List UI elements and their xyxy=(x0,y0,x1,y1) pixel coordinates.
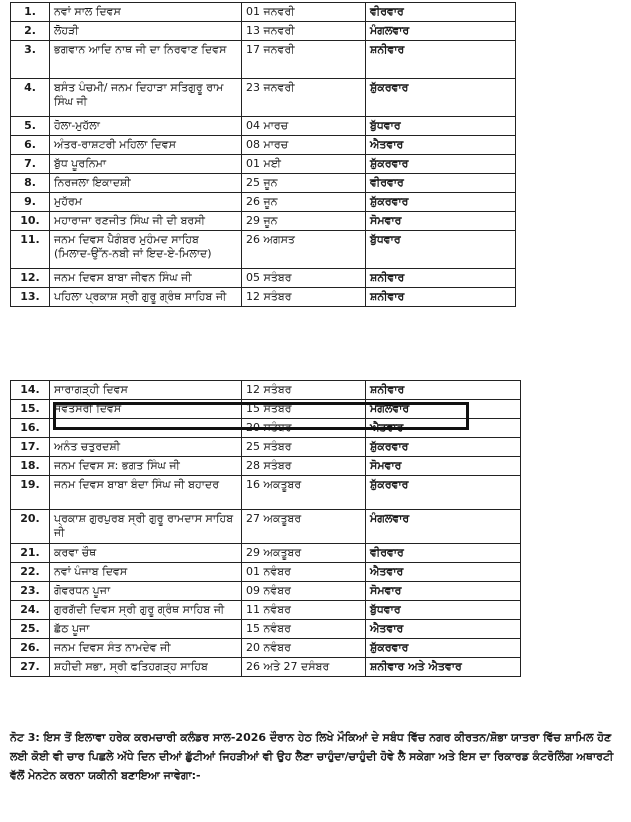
holiday-day: ਮੰਗਲਵਾਰ xyxy=(366,400,521,419)
holiday-day: ਸ਼ੁੱਕਰਵਾਰ xyxy=(366,193,516,212)
holiday-date: 26 ਅਗਸਤ xyxy=(242,231,366,269)
table-row xyxy=(11,544,521,563)
holiday-date: 05 ਸਤੰਬਰ xyxy=(242,269,366,288)
holiday-name: ਮਹਾਰਾਜਾ ਰਣਜੀਤ ਸਿੰਘ ਜੀ ਦੀ ਬਰਸੀ xyxy=(50,212,242,231)
serial-number: 15. xyxy=(11,400,50,419)
serial-number: 3. xyxy=(11,41,50,79)
holiday-day: ਸ਼ੁੱਕਰਵਾਰ xyxy=(366,438,521,457)
holiday-day: ਸ਼ਨੀਵਾਰ xyxy=(366,288,516,307)
table-row xyxy=(11,457,521,476)
holiday-name: ਲੋਹੜੀ xyxy=(50,22,242,41)
holiday-day: ਸੋਮਵਾਰ xyxy=(366,212,516,231)
holiday-name: ਜਨਮ ਦਿਵਸ ਸ: ਭਗਤ ਸਿੰਘ ਜੀ xyxy=(50,457,242,476)
holiday-date: 13 ਜਨਵਰੀ xyxy=(242,22,366,41)
holiday-name: ਸੰਵਤਸਰੀ ਦਿਵਸ xyxy=(50,400,242,419)
holiday-name: ਗੋਵਰਧਨ ਪੂਜਾ xyxy=(50,582,242,601)
holiday-date: 11 ਨਵੰਬਰ xyxy=(242,601,366,620)
holiday-day: ਸ਼ੁੱਕਰਵਾਰ xyxy=(366,155,516,174)
table-row xyxy=(11,563,521,582)
serial-number: 23. xyxy=(11,582,50,601)
holiday-day: ਮੰਗਲਵਾਰ xyxy=(366,510,521,544)
holiday-day: ਸ਼ਨੀਵਾਰ xyxy=(366,41,516,79)
serial-number: 24. xyxy=(11,601,50,620)
serial-number: 8. xyxy=(11,174,50,193)
holiday-name: ਬੁੱਧ ਪੂਰਨਿਮਾ xyxy=(50,155,242,174)
holiday-name: ਕਰਵਾ ਚੌਥ xyxy=(50,544,242,563)
holiday-name: ਛੱਠ ਪੂਜਾ xyxy=(50,620,242,639)
table-row xyxy=(11,620,521,639)
holiday-date: 15 ਸਤੰਬਰ xyxy=(242,400,366,419)
table-row xyxy=(11,419,521,438)
holiday-name: ਗੁਰਗੱਦੀ ਦਿਵਸ ਸ੍ਰੀ ਗੁਰੂ ਗ੍ਰੰਥ ਸਾਹਿਬ ਜੀ xyxy=(50,601,242,620)
holiday-name: ਭਗਵਾਨ ਆਦਿ ਨਾਥ ਜੀ ਦਾ ਨਿਰਵਾਣ ਦਿਵਸ xyxy=(50,41,242,79)
table-row xyxy=(11,476,521,510)
holiday-day: ਸੋਮਵਾਰ xyxy=(366,457,521,476)
holiday-date: 16 ਅਕਤੂਬਰ xyxy=(242,476,366,510)
holiday-date: 28 ਸਤੰਬਰ xyxy=(242,457,366,476)
serial-number: 2. xyxy=(11,22,50,41)
holiday-table-bottom xyxy=(10,380,521,677)
holiday-day: ਵੀਰਵਾਰ xyxy=(366,174,516,193)
holiday-date: 01 ਨਵੰਬਰ xyxy=(242,563,366,582)
table-row xyxy=(11,601,521,620)
serial-number: 6. xyxy=(11,136,50,155)
holiday-date: 23 ਜਨਵਰੀ xyxy=(242,79,366,117)
serial-number: 26. xyxy=(11,639,50,658)
holiday-date: 08 ਮਾਰਚ xyxy=(242,136,366,155)
holiday-date: 26 ਜੂਨ xyxy=(242,193,366,212)
holiday-day: ਸ਼ਨੀਵਾਰ ਅਤੇ ਐਤਵਾਰ xyxy=(366,658,521,677)
table-row xyxy=(11,174,516,193)
holiday-date: 01 ਮਈ xyxy=(242,155,366,174)
table-row xyxy=(11,582,521,601)
table-row xyxy=(11,269,516,288)
table-row xyxy=(11,212,516,231)
holiday-date: 09 ਨਵੰਬਰ xyxy=(242,582,366,601)
table-row xyxy=(11,41,516,79)
holiday-name: ਜਨਮ ਦਿਵਸ ਬਾਬਾ ਬੰਦਾ ਸਿੰਘ ਜੀ ਬਹਾਦਰ xyxy=(50,476,242,510)
table-row xyxy=(11,231,516,269)
holiday-name: ਜਨਮ ਦਿਵਸ ਸੰਤ ਨਾਮਦੇਵ ਜੀ xyxy=(50,639,242,658)
holiday-day: ਵੀਰਵਾਰ xyxy=(366,544,521,563)
holiday-date: 29 ਜੂਨ xyxy=(242,212,366,231)
holiday-day: ਸ਼ੁੱਕਰਵਾਰ xyxy=(366,639,521,658)
holiday-name: ਜਨਮ ਦਿਵਸ ਪੈਗੰਬਰ ਮੁਹੰਮਦ ਸਾਹਿਬ (ਮਿਲਾਦ-ਉੱਨ-ਨਬੀ ਜਾਂ ਇਦ-ਏ-ਮਿਲਾਦ) xyxy=(50,231,242,269)
holiday-name xyxy=(50,419,242,438)
holiday-day: ਐਤਵਾਰ xyxy=(366,563,521,582)
serial-number: 11. xyxy=(11,231,50,269)
table-row xyxy=(11,381,521,400)
serial-number: 10. xyxy=(11,212,50,231)
holiday-date: 25 ਜੂਨ xyxy=(242,174,366,193)
table-row xyxy=(11,117,516,136)
note-text: ਨੋਟ 3: ਇਸ ਤੋਂ ਇਲਾਵਾ ਹਰੇਕ ਕਰਮਚਾਰੀ ਕਲੰਡਰ ਸਾਲ-2026 ਦੌਰਾਨ ਹੇਠ ਲਿਖੇ ਮੌਕਿਆਂ ਦੇ ਸਬੰਧ ਵਿੱਚ ਨਗਰ ਕੀਰਤਨ/ਸ਼ੋਭਾ ਯਾਤਰਾ ਵਿੱਚ ਸ਼ਾਮਿਲ ਹੋਣ ਲਈ ਕੋਈ ਵੀ ਚਾਰ ਪਿਛਲੇ ਅੱਧੇ ਦਿਨ ਦੀਆਂ ਛੁੱਟੀਆਂ ਜਿਹੜੀਆਂ ਵੀ ਉਹ ਲੈਣਾ ਚਾਹੁੰਦਾ/ਚਾਹੁੰਦੀ ਹੋਵੇ ਲੈ ਸਕੇਗਾ ਅਤੇ ਇਸ ਦਾ ਰਿਕਾਰਡ ਕੰਟਰੋਲਿੰਗ ਅਥਾਰਟੀ ਵੱਲੋਂ ਮੇਨਟੇਨ ਕਰਨਾ ਯਕੀਨੀ ਬਣਾਇਆ ਜਾਵੇਗਾ:- xyxy=(10,731,614,782)
holiday-name: ਸਾਰਾਗੜ੍ਹੀ ਦਿਵਸ xyxy=(50,381,242,400)
holiday-day: ਐਤਵਾਰ xyxy=(366,620,521,639)
serial-number: 14. xyxy=(11,381,50,400)
holiday-day: ਮੰਗਲਵਾਰ xyxy=(366,22,516,41)
holiday-date: 17 ਜਨਵਰੀ xyxy=(242,41,366,79)
holiday-date: 01 ਜਨਵਰੀ xyxy=(242,3,366,22)
holiday-day: ਬੁੱਧਵਾਰ xyxy=(366,117,516,136)
serial-number: 12. xyxy=(11,269,50,288)
holiday-day: ਐਤਵਾਰ xyxy=(366,136,516,155)
holiday-table-top xyxy=(10,2,516,307)
holiday-day: ਬੁੱਧਵਾਰ xyxy=(366,601,521,620)
holiday-day: ਬੁੱਧਵਾਰ xyxy=(366,231,516,269)
holiday-day: ਸ਼ੁੱਕਰਵਾਰ xyxy=(366,476,521,510)
serial-number: 22. xyxy=(11,563,50,582)
serial-number: 18. xyxy=(11,457,50,476)
holiday-date: 15 ਨਵੰਬਰ xyxy=(242,620,366,639)
table-row xyxy=(11,400,521,419)
holiday-date: 20 ਸਤੰਬਰ xyxy=(242,419,366,438)
table-row xyxy=(11,193,516,212)
holiday-name: ਮੁਹੱਰਮ xyxy=(50,193,242,212)
holiday-name: ਨਵਾਂ ਪੰਜਾਬ ਦਿਵਸ xyxy=(50,563,242,582)
serial-number: 21. xyxy=(11,544,50,563)
serial-number: 1. xyxy=(11,3,50,22)
holiday-name: ਨਵਾਂ ਸਾਲ ਦਿਵਸ xyxy=(50,3,242,22)
holiday-name: ਹੋਲਾ-ਮੁਹੱਲਾ xyxy=(50,117,242,136)
holiday-name: ਜਨਮ ਦਿਵਸ ਬਾਬਾ ਜੀਵਨ ਸਿੰਘ ਜੀ xyxy=(50,269,242,288)
holiday-date: 29 ਅਕਤੂਬਰ xyxy=(242,544,366,563)
table-row xyxy=(11,136,516,155)
holiday-date: 12 ਸਤੰਬਰ xyxy=(242,288,366,307)
table-row xyxy=(11,438,521,457)
holiday-name: ਪ੍ਰਕਾਸ਼ ਗੁਰਪੁਰਬ ਸ੍ਰੀ ਗੁਰੂ ਰਾਮਦਾਸ ਸਾਹਿਬ ਜੀ xyxy=(50,510,242,544)
holiday-day: ਵੀਰਵਾਰ xyxy=(366,3,516,22)
serial-number: 17. xyxy=(11,438,50,457)
holiday-date: 20 ਨਵੰਬਰ xyxy=(242,639,366,658)
holiday-date: 04 ਮਾਰਚ xyxy=(242,117,366,136)
serial-number: 4. xyxy=(11,79,50,117)
table-row xyxy=(11,79,516,117)
table-row xyxy=(11,658,521,677)
holiday-day: ਸ਼ਨੀਵਾਰ xyxy=(366,381,521,400)
serial-number: 25. xyxy=(11,620,50,639)
holiday-day: ਸੋਮਵਾਰ xyxy=(366,582,521,601)
table-row xyxy=(11,510,521,544)
holiday-name: ਪਹਿਲਾ ਪ੍ਰਕਾਸ਼ ਸ੍ਰੀ ਗੁਰੂ ਗ੍ਰੰਥ ਸਾਹਿਬ ਜੀ xyxy=(50,288,242,307)
serial-number: 20. xyxy=(11,510,50,544)
serial-number: 7. xyxy=(11,155,50,174)
holiday-date: 26 ਅਤੇ 27 ਦਸੰਬਰ xyxy=(242,658,366,677)
serial-number: 5. xyxy=(11,117,50,136)
serial-number: 9. xyxy=(11,193,50,212)
table-row xyxy=(11,22,516,41)
table-row xyxy=(11,155,516,174)
holiday-name: ਅੰਤਰ-ਰਾਸ਼ਟਰੀ ਮਹਿਲਾ ਦਿਵਸ xyxy=(50,136,242,155)
serial-number: 16. xyxy=(11,419,50,438)
holiday-name: ਸ਼ਹੀਦੀ ਸਭਾ, ਸ੍ਰੀ ਫਤਿਹਗੜ੍ਹ ਸਾਹਿਬ xyxy=(50,658,242,677)
holiday-name: ਨਿਰਜਲਾ ਇਕਾਦਸ਼ੀ xyxy=(50,174,242,193)
holiday-name: ਅਨੰਤ ਚਤੁਰਦਸ਼ੀ xyxy=(50,438,242,457)
holiday-name: ਬਸੰਤ ਪੰਚਮੀ/ ਜਨਮ ਦਿਹਾੜਾ ਸਤਿਗੁਰੂ ਰਾਮ ਸਿੰਘ ਜੀ xyxy=(50,79,242,117)
serial-number: 19. xyxy=(11,476,50,510)
serial-number: 27. xyxy=(11,658,50,677)
holiday-day: ਐਤਵਾਰ xyxy=(366,419,521,438)
holiday-date: 27 ਅਕਤੂਬਰ xyxy=(242,510,366,544)
holiday-day: ਸ਼ਨੀਵਾਰ xyxy=(366,269,516,288)
table-row xyxy=(11,639,521,658)
serial-number: 13. xyxy=(11,288,50,307)
table-row xyxy=(11,3,516,22)
holiday-date: 25 ਸਤੰਬਰ xyxy=(242,438,366,457)
holiday-day: ਸ਼ੁੱਕਰਵਾਰ xyxy=(366,79,516,117)
table-row xyxy=(11,288,516,307)
holiday-date: 12 ਸਤੰਬਰ xyxy=(242,381,366,400)
